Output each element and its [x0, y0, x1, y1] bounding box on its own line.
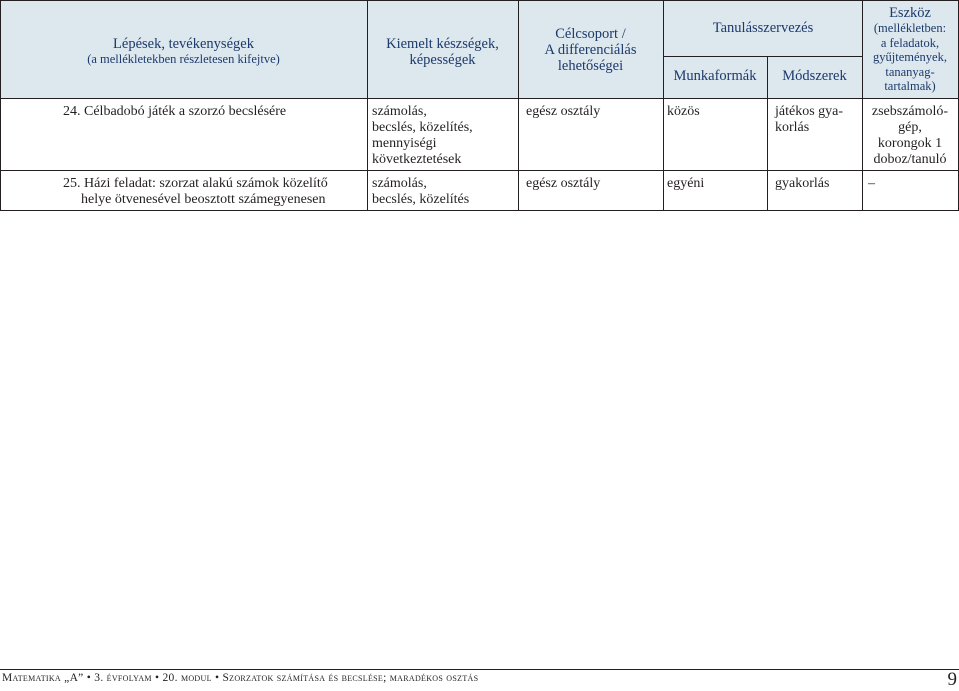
table-border-top	[0, 0, 959, 1]
header-target-group	[518, 26, 663, 74]
step-line: 25. Házi feladat: szorzat alakú számok közelítő	[63, 176, 328, 191]
header-tools	[862, 5, 958, 94]
header-work-forms: Munkaformák	[673, 68, 757, 84]
table-border-bottom	[0, 210, 959, 211]
tool-line: korongok 1	[877, 136, 943, 151]
skills-line: mennyiségi	[372, 136, 437, 151]
header-tools-line: a feladatok,	[880, 35, 940, 50]
header-tools-line: tananyag-	[885, 64, 935, 79]
header-tools-line: gyűjtemények,	[873, 50, 947, 64]
skills-line: számolás,	[372, 104, 427, 119]
header-tools-line: tartalmak)	[884, 79, 936, 93]
row-24-skills	[372, 104, 516, 168]
method-line: játékos gya-	[775, 104, 844, 119]
header-tools-line: (mellékletben:	[873, 21, 947, 35]
lesson-plan-table	[0, 0, 959, 211]
skills-line: számolás,	[372, 176, 427, 191]
footer-rule	[0, 669, 959, 670]
page-footer	[0, 669, 959, 690]
step-line: helye ötvenesével beosztott számegyenesen	[81, 192, 326, 207]
group-header-divider	[663, 56, 863, 57]
header-target-line: A differenciálás	[544, 42, 637, 58]
row-24-work-form: közös	[667, 104, 700, 119]
header-steps-subtitle: (a mellékletekben részletesen kifejtve)	[87, 52, 280, 66]
header-methods: Módszerek	[782, 68, 847, 84]
tool-line: zsebszámoló-	[871, 104, 949, 119]
header-target-line: lehetőségei	[557, 58, 624, 74]
row-24-step: 24. Célbadobó játék a szorzó becslésére	[63, 104, 287, 119]
row-25-target: egész osztály	[526, 176, 601, 191]
header-skills-line: képességek	[409, 52, 476, 68]
row-25-skills	[372, 176, 516, 208]
header-steps-title: Lépések, tevékenységek	[113, 36, 254, 52]
skills-line: becslés, közelítés	[372, 192, 470, 207]
row-25-tools: –	[868, 176, 875, 191]
skills-line: becslés, közelítés,	[372, 120, 473, 135]
header-tools-title: Eszköz	[889, 5, 931, 21]
row-25-method: gyakorlás	[775, 176, 830, 191]
header-target-line: Célcsoport /	[555, 26, 626, 42]
method-line: korlás	[775, 120, 810, 135]
header-steps	[0, 36, 367, 67]
header-bottom-border	[0, 98, 959, 99]
table-border-left	[0, 0, 1, 211]
footer-running-title: Matematika „A” • 3. évfolyam • 20. modul • Szorzatok számítása és becslése; maradékos osztás	[2, 672, 479, 684]
row-25-work-form: egyéni	[667, 176, 705, 191]
tool-line: doboz/tanuló	[873, 152, 947, 167]
header-skills-line: Kiemelt készségek,	[386, 36, 499, 52]
row-24-target: egész osztály	[526, 104, 601, 119]
column-divider	[367, 0, 368, 211]
row-24-tools	[862, 104, 958, 168]
row-25-step	[63, 176, 367, 208]
skills-line: következtetések	[372, 152, 462, 167]
header-skills	[367, 36, 518, 68]
page-number: 9	[947, 669, 957, 690]
header-organisation: Tanulásszervezés	[712, 20, 814, 36]
tool-line: gép,	[898, 120, 922, 135]
row-24-method	[775, 104, 861, 136]
row-divider	[0, 170, 959, 171]
